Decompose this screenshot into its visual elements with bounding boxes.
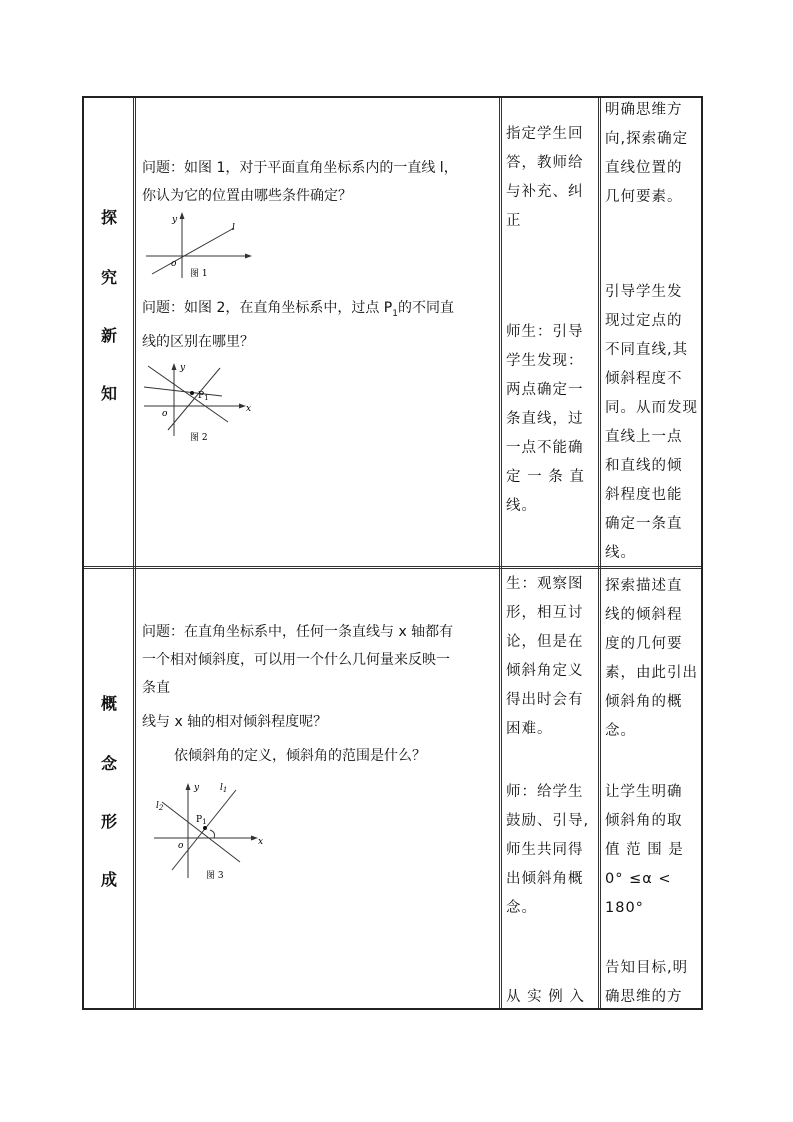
fig3-l2-sub: 2 [158,804,164,812]
activity-line: 鼓励、引导, [506,813,590,829]
purpose-line: 确思维的方 [605,989,683,1005]
fig1-y-label: y [172,215,178,225]
column-divider [133,98,134,1008]
question-2-text-end: 的不同直 [397,300,454,316]
activity-line: 从 实 例 入 [506,989,585,1005]
column-divider [598,98,599,1008]
activity-line: 答，教师给 [506,155,584,171]
activity-line: 论，但是在 [506,634,584,650]
purpose-line: 探索描述直 [605,578,683,594]
question-2-text: 问题：如图 2，在直角坐标系中，过点 P [142,300,393,316]
purpose-line: 0° ≤α < [605,871,672,887]
activity-line: 困难。 [506,721,553,737]
purpose-cell-explore-2 [605,278,699,568]
activity-line: 得出时会有 [506,692,584,708]
purpose-line: 几何要素。 [605,189,683,205]
activity-line: 师生共同得 [506,842,584,858]
fig1-origin-label: o [171,259,177,269]
purpose-line: 线的倾斜程 [605,607,683,623]
question-2-subscript: 1 [392,308,398,319]
fig2-caption: 图 2 [190,432,208,443]
y-axis-arrow [180,212,185,219]
question-3-line-4: 线与 x 轴的相对倾斜程度呢？ [142,714,328,730]
lesson-plan-table [82,96,703,1010]
fig3-l1-letter: l [220,783,223,793]
activity-line: 学生发现： [506,353,584,369]
question-2-line-2: 线的区别在哪里？ [142,333,254,350]
activity-line: 师生：引导 [506,324,584,340]
row-divider [84,568,701,569]
activity-line: 倾斜角定义 [506,663,584,679]
activity-line: 师：给学生 [506,784,584,800]
purpose-cell-concept-3 [605,954,699,1012]
purpose-line: 向,探索确定 [605,131,689,147]
activity-line: 正 [506,213,522,229]
question-2-line-1 [142,294,494,328]
point-p1 [203,826,207,830]
purpose-line: 线。 [605,545,636,561]
question-3-line-2: 一个相对倾斜度，可以用一个什么几何量来反映一 [142,652,450,668]
purpose-line: 度的几何要 [605,636,683,652]
purpose-cell-concept-2 [605,778,699,923]
fig2-point-sub: 1 [204,393,209,402]
purpose-line: 引导学生发 [605,284,683,300]
fig3-l1-label [220,783,227,794]
purpose-line: 倾斜角的概 [605,694,683,710]
column-divider [499,98,500,1008]
activity-line: 定 一 条 直 [506,469,585,485]
line-through-p1-b [168,368,220,430]
line-l [152,228,234,274]
fig1-caption: 图 1 [190,269,208,279]
content-cell-concept [142,618,494,888]
fig3-point-label [196,815,207,826]
fig2-origin-label: o [162,408,168,419]
line-l1 [172,790,236,870]
line-through-p1-c [144,387,222,396]
question-3-line-3: 条直 [142,680,170,696]
activity-cell-concept [506,570,594,744]
column-divider [600,98,601,1008]
fig3-l1-sub: 1 [222,786,228,794]
row-label-char: 究 [100,268,117,287]
content-cell-explore [142,154,494,446]
fig3-x-label: x [258,837,264,847]
purpose-line: 念。 [605,723,636,739]
activity-line: 生：观察图 [506,576,584,592]
purpose-line: 确定一条直 [605,516,683,532]
activity-line: 一点不能确 [506,440,584,456]
purpose-line: 不同直线,其 [605,342,689,358]
purpose-line: 倾斜角的取 [605,813,683,829]
question-1-line-2: 你认为它的位置由哪些条件确定？ [142,188,352,204]
row-label-char: 念 [100,754,117,773]
fig3-point-letter: P [196,815,203,825]
x-axis-arrow [239,403,246,408]
purpose-line: 直线位置的 [605,160,683,176]
fig1-line-label: l [232,223,235,233]
question-3-line-1: 问题：在直角坐标系中，任何一条直线与 x 轴都有 [142,624,454,640]
fig3-y-label: y [194,783,200,793]
figure-1-diagram [142,210,262,280]
row-label-char: 新 [100,326,117,345]
fig3-l2-letter: l [156,801,159,811]
activity-line: 出倾斜角概 [506,871,584,887]
activity-line: 指定学生回 [506,126,584,142]
activity-line: 形，相互讨 [506,605,584,621]
row-label-char: 概 [100,694,117,713]
fig2-y-label: y [180,362,186,373]
purpose-line: 斜程度也能 [605,487,683,503]
activity-cell-explore [506,120,594,236]
row-label-char: 形 [100,812,117,831]
line-l2 [162,802,240,862]
fig3-origin-label: o [178,841,184,851]
purpose-line: 告知目标,明 [605,960,689,976]
purpose-line: 值 范 围 是 [605,842,684,858]
row-label-explore [86,208,132,404]
purpose-line: 现过定点的 [605,313,683,329]
question-4: 依倾斜角的定义，倾斜角的范围是什么？ [174,748,426,764]
purpose-line: 倾斜程度不 [605,371,683,387]
activity-cell-concept-2 [506,778,594,923]
row-label-char: 探 [100,208,117,227]
activity-line: 念。 [506,900,537,916]
activity-line: 两点确定一 [506,382,584,398]
activity-cell-explore-2 [506,318,594,521]
figure-3-diagram [150,778,280,888]
row-label-concept [86,694,132,890]
purpose-line: 同。从而发现 [605,400,698,416]
fig3-caption: 图 3 [206,871,224,881]
row-label-char: 知 [100,384,117,403]
activity-line: 条直线，过 [506,411,584,427]
fig2-point-letter: P [198,390,205,401]
activity-cell-concept-3 [506,983,594,1012]
purpose-line: 明确思维方 [605,102,683,118]
question-1-line-1: 问题：如图 1，对于平面直角坐标系内的一直线 l， [142,160,458,176]
purpose-line: 180° [605,900,644,916]
row-label-char: 成 [100,870,117,889]
x-axis-arrow [251,836,258,841]
x-axis-arrow [245,254,252,259]
purpose-line: 和直线的倾 [605,458,683,474]
purpose-cell-explore [605,96,699,212]
column-divider [501,98,502,1008]
fig2-x-label: x [246,403,252,414]
y-axis-arrow [172,363,177,370]
point-p1 [190,391,194,395]
fig2-point-label [198,391,209,402]
activity-line: 线。 [506,498,537,514]
purpose-line: 让学生明确 [605,784,683,800]
purpose-cell-concept [605,572,699,746]
purpose-line: 直线上一点 [605,429,683,445]
column-divider [135,98,136,1008]
line-through-p1-a [148,366,228,422]
y-axis-arrow [186,783,191,790]
figure-2-diagram [142,360,262,446]
angle-arc [210,830,215,838]
purpose-line: 素，由此引出 [605,665,698,681]
activity-line: 与补充、纠 [506,184,584,200]
fig3-point-sub: 1 [202,818,207,826]
